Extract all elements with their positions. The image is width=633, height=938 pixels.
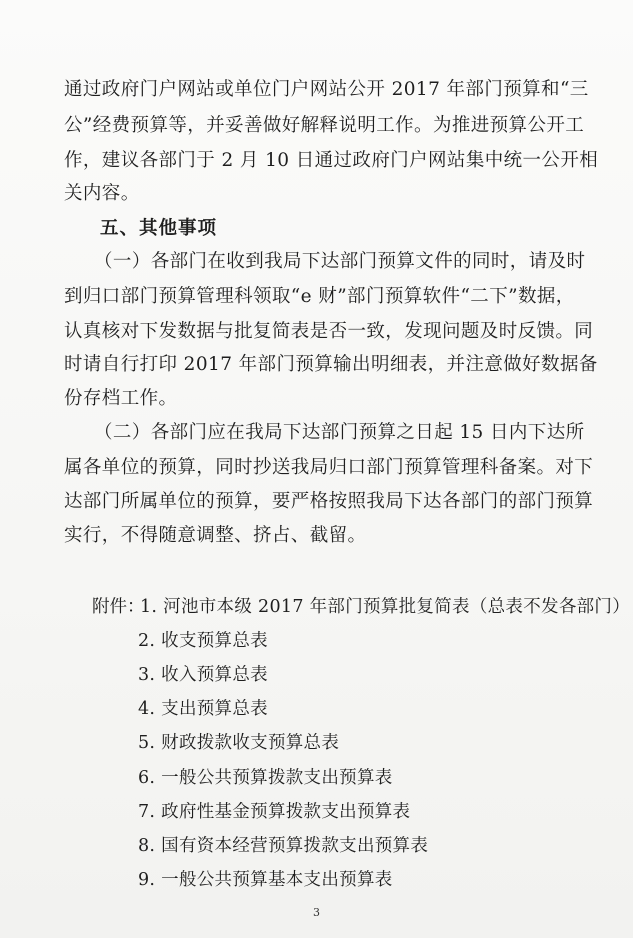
body-line: 达部门所属单位的预算，要严格按照我局下达各部门的部门预算	[64, 491, 594, 512]
attachment-item: 3. 收入预算总表	[138, 665, 268, 685]
page-number: 3	[313, 906, 320, 919]
section-heading: 五、其他事项	[100, 218, 218, 239]
attachment-item: 2. 收支预算总表	[138, 631, 268, 651]
attachment-item: 8. 国有资本经营预算拨款支出预算表	[138, 836, 429, 856]
body-line: 公”经费预算等，并妥善做好解释说明工作。为推进预算公开工	[64, 115, 585, 136]
body-line: 份存档工作。	[64, 388, 178, 409]
body-line: （一）各部门在收到我局下达部门预算文件的同时，请及时	[94, 251, 586, 272]
body-line: 作，建议各部门于 2 月 10 日通过政府门户网站集中统一公开相	[64, 150, 599, 171]
body-line: 实行，不得随意调整、挤占、截留。	[64, 525, 367, 546]
attachment-item: 6. 一般公共预算拨款支出预算表	[138, 768, 393, 788]
body-line: 通过政府门户网站或单位门户网站公开 2017 年部门预算和“三	[64, 79, 589, 100]
attachments-label: 附件：	[92, 597, 145, 617]
body-line: （二）各部门应在我局下达部门预算之日起 15 日内下达所	[94, 422, 585, 443]
attachment-item: 7. 政府性基金预算拨款支出预算表	[138, 802, 411, 822]
body-line: 认真核对下发数据与批复简表是否一致，发现问题及时反馈。同	[64, 321, 594, 342]
body-line: 属各单位的预算，同时抄送我局归口部门预算管理科备案。对下	[64, 457, 594, 478]
body-line: 时请自行打印 2017 年部门预算输出明细表，并注意做好数据备	[64, 354, 598, 375]
attachment-item: 4. 支出预算总表	[138, 699, 268, 719]
body-line: 关内容。	[64, 183, 140, 204]
attachment-item: 1. 河池市本级 2017 年部门预算批复简表（总表不发各部门）	[140, 597, 631, 617]
attachment-item: 5. 财政拨款收支预算总表	[138, 733, 340, 753]
body-line: 到归口部门预算管理科领取“e 财”部门预算软件“二下”数据，	[64, 286, 575, 307]
attachment-item: 9. 一般公共预算基本支出预算表	[138, 870, 393, 890]
